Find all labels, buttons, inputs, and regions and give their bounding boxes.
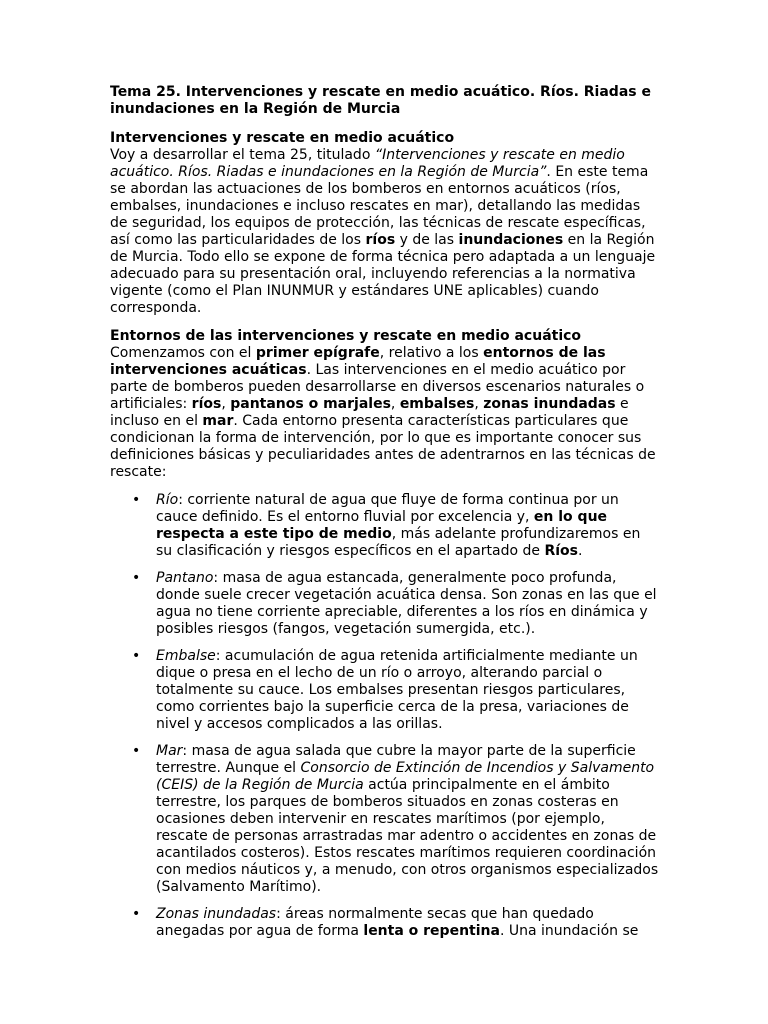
bullet-icon: • [132, 743, 141, 759]
section-paragraph: Comenzamos con el primer epígrafe, relativo a los entornos de las intervenciones acuáticas. Las intervenciones en el medio acuático por parte de bomberos pueden desarrollarse en diversos escenarios naturales o artificiales: ríos, pantanos o marjales, embalses, zonas inundadas e incluso en el mar. Cada entorno presenta características particulares que condicionan la forma de intervención, por lo que es importante conocer sus definiciones básicas y peculiaridades antes de adentrarnos en las técnicas de rescate: [110, 345, 656, 480]
bullet-icon: • [132, 906, 141, 922]
list-item-embalse: • Embalse: acumulación de agua retenida artificialmente mediante un dique o presa en el lecho de un río o arroyo, alterando parcial o totalmente su cauce. Los embalses presentan riesgos particulares, como corrientes bajo la superficie cerca de la presa, variaciones de nivel y accesos complicados a las orillas. [132, 648, 638, 732]
list-item-mar: • Mar: masa de agua salada que cubre la mayor parte de la superficie terrestre. Aunque el Consorcio de Extinción de Incendios y Salvamento (CEIS) de la Región de Murcia actúa principalmente en el ámbito terrestre, los parques de bomberos situados en zonas costeras en ocasiones deben intervenir en rescates marítimos (por ejemplo, rescate de personas arrastradas mar adentro o accidentes en zonas de acantilados costeros). Estos rescates marítimos requieren coordinación con medios náuticos y, a menudo, con otros organismos especializados (Salvamento Marítimo). [132, 743, 659, 895]
section-heading: Intervenciones y rescate en medio acuático [110, 130, 455, 146]
section-paragraph: Voy a desarrollar el tema 25, titulado “Intervenciones y rescate en medio acuático. Ríos. Riadas e inundaciones en la Región de Murcia”. En este tema se abordan las actuaciones de los bomberos en entornos acuáticos (ríos, embalses, inundaciones e incluso rescates en mar), detallando las medidas de seguridad, los equipos de protección, las técnicas de rescate específicas, así como las particularidades de los ríos y de las inundaciones en la Región de Murcia. Todo ello se expone de forma técnica pero adaptada a un lenguaje adecuado para su presentación oral, incluyendo referencias a la normativa vigente (como el Plan INUNMUR y estándares UNE aplicables) cuando corresponda. [110, 147, 656, 316]
list-item-rio: • Río: corriente natural de agua que fluye de forma continua por un cauce definido. Es el entorno fluvial por excelencia y, en lo que respecta a este tipo de medio, más adelante profundizaremos en su clasificación y riesgos específicos en el apartado de Ríos. [132, 492, 641, 559]
bullet-icon: • [132, 570, 141, 586]
list-item-pantano: • Pantano: masa de agua estancada, generalmente poco profunda, donde suele crecer vegetación acuática densa. Son zonas en las que el agua no tiene corriente apreciable, diferentes a los ríos en dinámica y posibles riesgos (fangos, vegetación sumergida, etc.). [132, 570, 657, 637]
section-entornos [110, 328, 660, 481]
section-heading: Entornos de las intervenciones y rescate en medio acuático [110, 328, 582, 344]
section-intervenciones [110, 130, 660, 317]
list-item-zonas-inundadas: • Zonas inundadas: áreas normalmente secas que han quedado anegadas por agua de forma lenta o repentina. Una inundación se [132, 906, 639, 939]
bullet-icon: • [132, 492, 141, 508]
environment-list [110, 492, 660, 940]
bullet-icon: • [132, 648, 141, 664]
document-title: Tema 25. Intervenciones y rescate en medio acuático. Ríos. Riadas e inundaciones en la Región de Murcia [110, 84, 651, 117]
